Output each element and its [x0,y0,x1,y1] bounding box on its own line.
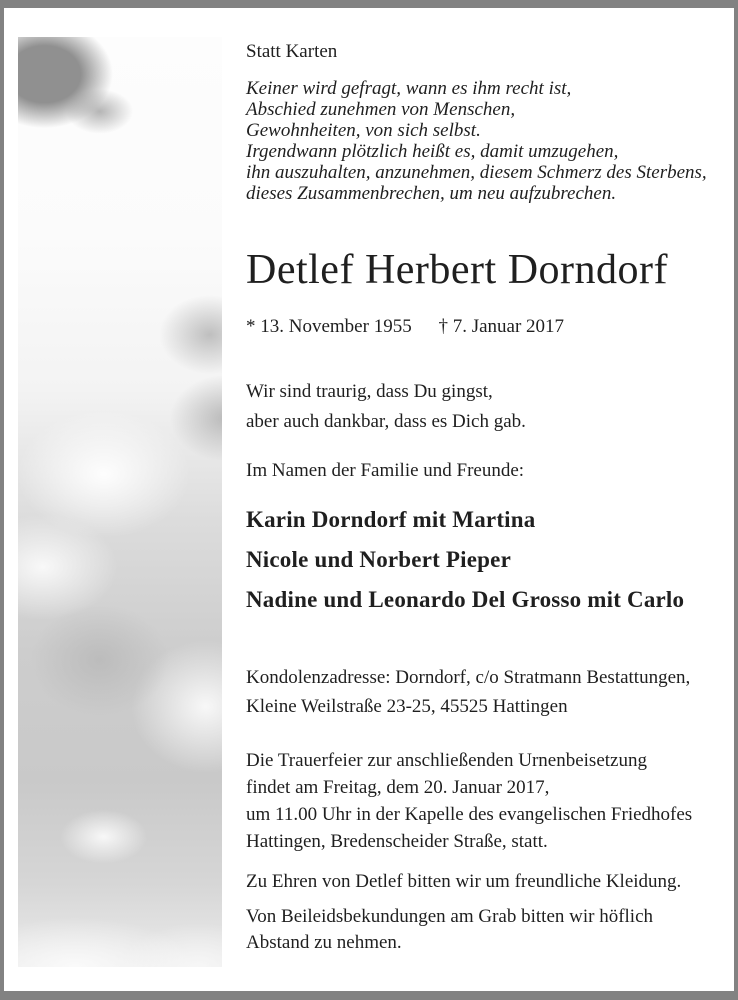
grave-note-line: Von Beileidsbekundungen am Grab bitten wir höflich [246,906,654,927]
service-line: findet am Freitag, dem 20. Januar 2017, [246,777,550,798]
service-line: um 11.00 Uhr in der Kapelle des evangelischen Friedhofes [246,804,693,825]
family-name-line: Nicole und Norbert Pieper [246,547,511,572]
birth-date: * 13. November 1955 [246,316,412,337]
family-names [246,500,684,620]
condolence-line: Kondolenzadresse: Dorndorf, c/o Stratmann Bestattungen, [246,667,691,688]
service-line: Die Trauerfeier zur anschließenden Urnenbeisetzung [246,750,647,771]
deceased-name: Detlef Herbert Dorndorf [246,247,668,293]
family-name-line: Nadine und Leonardo Del Grosso mit Carlo [246,587,685,612]
cloud-sky-photo [18,37,222,967]
grave-note [246,904,653,956]
dress-note: Zu Ehren von Detlef bitten wir um freundliche Kleidung. [246,871,682,892]
preheader: Statt Karten [246,41,338,62]
service-line: Hattingen, Bredenscheider Straße, statt. [246,831,548,852]
condolence-line: Kleine Weilstraße 23-25, 45525 Hattingen [246,696,568,717]
death-date: † 7. Januar 2017 [438,316,565,337]
life-dates [246,315,564,339]
poem-line: ihn auszuhalten, anzunehmen, diesem Schmerz des Sterbens, [246,162,707,183]
poem-line: Abschied zunehmen von Menschen, [246,99,516,120]
funeral-service-info [246,747,692,855]
poem-line: Keiner wird gefragt, wann es ihm recht ist, [246,78,572,99]
poem-line: Gewohnheiten, von sich selbst. [246,120,481,141]
poem-line: Irgendwann plötzlich heißt es, damit umzugehen, [246,141,619,162]
in-names-of: Im Namen der Familie und Freunde: [246,460,525,481]
grave-note-line: Abstand zu nehmen. [246,932,402,953]
condolence-address [246,663,690,721]
family-name-line: Karin Dorndorf mit Martina [246,507,536,532]
poem-line: dieses Zusammenbrechen, um neu aufzubrechen. [246,183,617,204]
memorial-poem [246,78,707,204]
sorrow-line: aber auch dankbar, dass es Dich gab. [246,411,526,432]
sorrow-line: Wir sind traurig, dass Du gingst, [246,381,493,402]
sorrow-text [246,377,526,437]
